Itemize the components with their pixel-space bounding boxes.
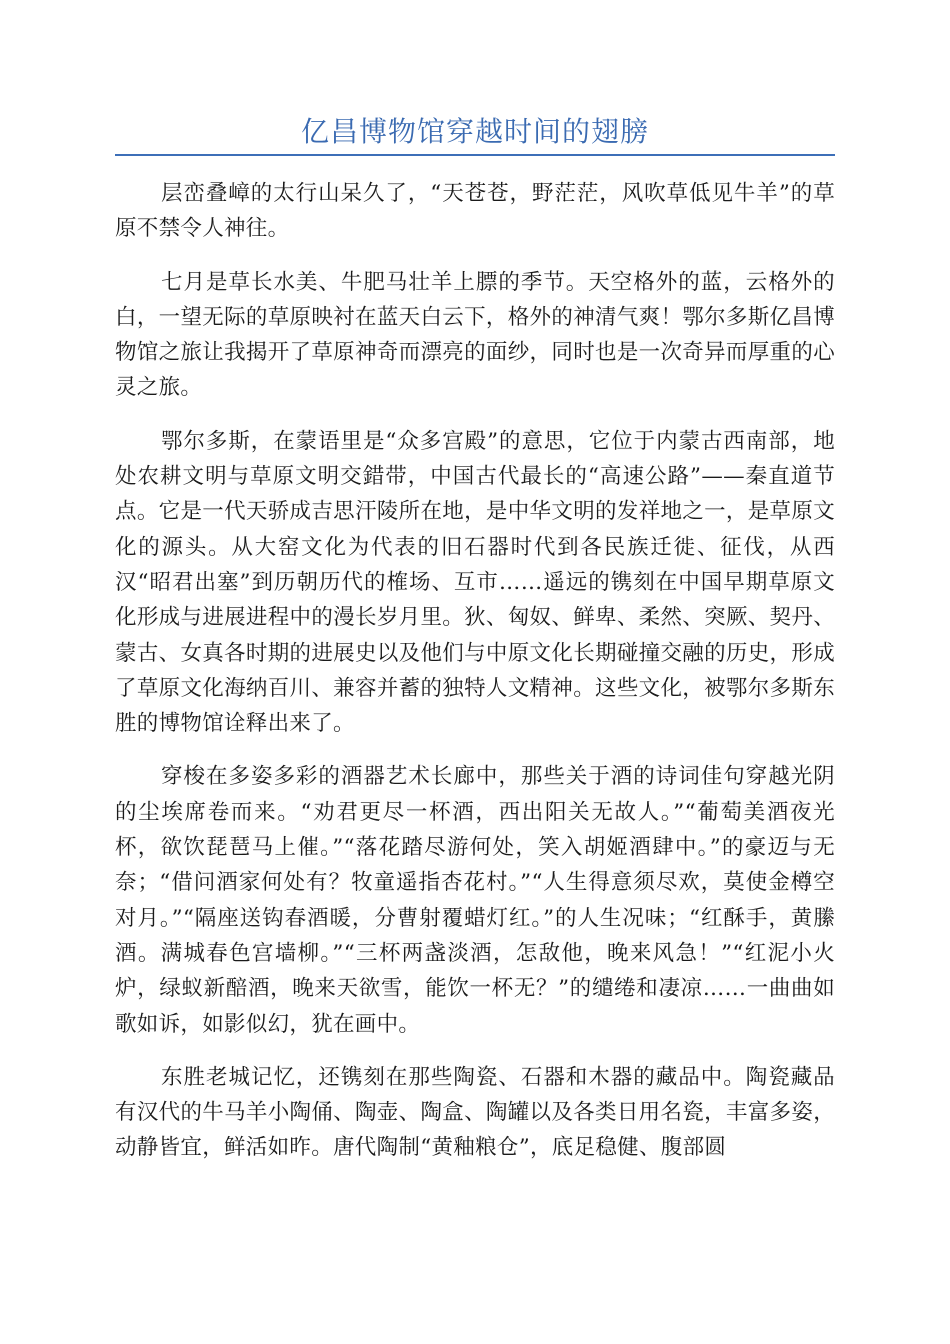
paragraph: 鄂尔多斯，在蒙语里是“众多宫殿”的意思，它位于内蒙古西南部，地处农耕文明与草原文明交錯带，中国古代最长的“高速公路”——秦直道节点。它是一代天骄成吉思汗陵所在地，是中华文明的发祥地之一，是草原文化的源头。从大窑文化为代表的旧石器时代到各民族迁徙、征伐，从西汉“昭君出塞”到历朝历代的榷场、互市……遥远的镌刻在中国早期草原文化形成与进展进程中的漫长岁月里。狄、匈奴、鲜卑、柔然、突厥、契丹、蒙古、女真各时期的进展史以及他们与中原文化长期碰撞交融的历史，形成了草原文化海纳百川、兼容并蓄的独特人文精神。这些文化，被鄂尔多斯东胜的博物馆诠释出来了。 (115, 428, 835, 737)
paragraph: 层峦叠嶂的太行山呆久了，“天苍苍，野茫茫，风吹草低见牛羊”的草原不禁令人神往。 (115, 181, 835, 242)
document-title: 亿昌博物馆穿越时间的翅膀 (300, 115, 649, 148)
document-body (115, 176, 835, 1184)
paragraph: 七月是草长水美、牛肥马壮羊上膘的季节。天空格外的蓝，云格外的白，一望无际的草原映衬在蓝天白云下，格外的神清气爽！鄂尔多斯亿昌博物馆之旅让我揭开了草原神奇而漂亮的面纱，同时也是一次奇异而厚重的心灵之旅。 (115, 269, 835, 401)
title-underline (115, 154, 835, 156)
paragraph: 穿梭在多姿多彩的酒器艺术长廊中，那些关于酒的诗词佳句穿越光阴的尘埃席卷而来。“劝君更尽一杯酒，西出阳关无故人。”“葡萄美酒夜光杯，欲饮琵琶马上催。”“落花踏尽游何处，笑入胡姬酒肆中。”的豪迈与无奈；“借问酒家何处有？牧童遥指杏花村。”“人生得意须尽欢，莫使金樽空对月。”“隔座送钩春酒暖，分曹射覆蜡灯红。”的人生况味；“红酥手，黄縢酒。满城春色宫墙柳。”“三杯两盏淡酒，怎敌他，晚来风急！”“红泥小火炉，绿蚁新醅酒，晚来天欲雪，能饮一杯无？”的缱绻和凄凉……一曲曲如歌如诉，如影似幻，犹在画中。 (115, 764, 835, 1037)
paragraph: 东胜老城记忆，还镌刻在那些陶瓷、石器和木器的藏品中。陶瓷藏品有汉代的牛马羊小陶俑、陶壶、陶盒、陶罐以及各类日用名瓷，丰富多姿，动静皆宜，鲜活如昨。唐代陶制“黄釉粮仓”，底足稳健、腹部圆 (115, 1064, 835, 1161)
